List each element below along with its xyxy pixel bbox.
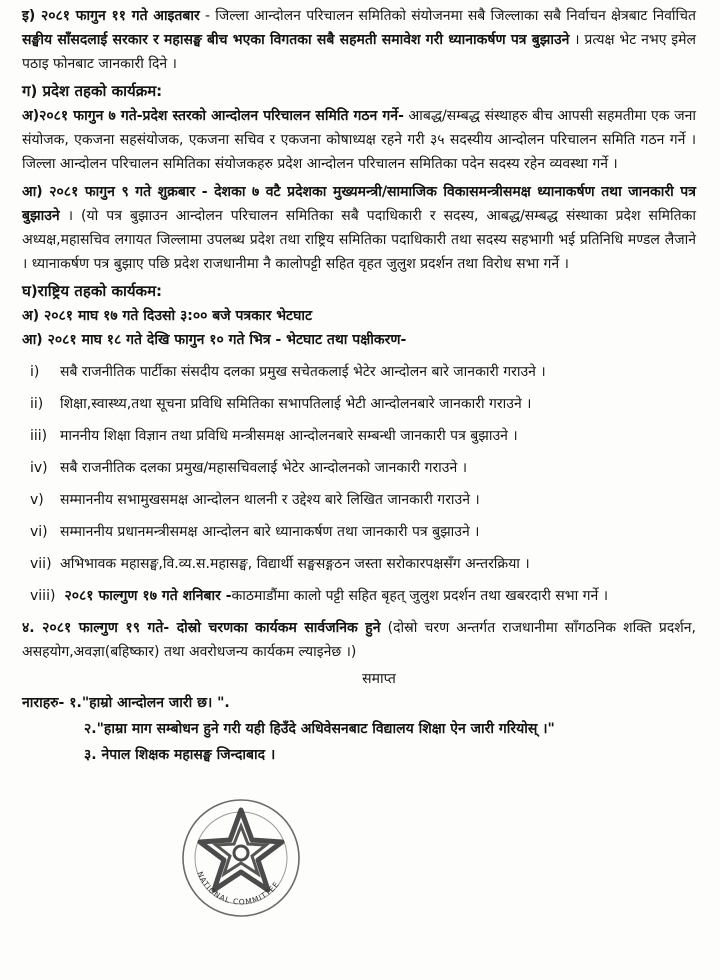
list-item-number: vii) [30, 556, 52, 572]
list-item-text: सबै राजनीतिक पार्टीका संसदीय दलका प्रमुख सचेतकलाई भेटेर आन्दोलन बारे जानकारी गराउने । [60, 364, 546, 380]
slogan-1: नाराहरु- १."हाम्रो आन्दोलन जारी छ। ". [22, 695, 230, 711]
list-item [22, 424, 696, 448]
heading-province-program: ग) प्रदेश तहको कार्यक्रम: [22, 82, 163, 100]
list-item [22, 360, 696, 384]
list-item [22, 520, 696, 544]
slogan-2: २."हाम्रा माग सम्बोधन हुने गरी यही हिउँदे अधिवेसनबाट विद्यालय शिक्षा ऐन जारी गरियोस् ।" [84, 721, 555, 737]
list-item-number: ii) [30, 396, 44, 412]
list-item-text: अभिभावक महासङ्घ,वि.व्य.स.महासङ्घ, विद्यार्थी सङ्घसङ्गठन जस्ता सरोकारपक्षसँग अन्तरक्रिया । [60, 556, 530, 572]
national-sub-a: अ) २०८१ माघ १७ गते दिउसो ३:०० बजे पत्रकार भेटघाट [22, 308, 313, 324]
list-item [22, 552, 696, 576]
list-item-text: सम्माननीय प्रधानमन्त्रीसमक्ष आन्दोलन बारे ध्यानाकर्षण तथा जानकारी पत्र बुझाउने । [60, 524, 480, 540]
list-item-number: v) [30, 492, 44, 508]
paragraph-aa-lead: आ) २०८१ फागुन ९ गते शुक्रबार - देशका ७ वटै प्रदेशका मुख्यमन्त्री/सामाजिक विकासमन्त्रीसमक्ष ध्यानाकर्षण तथा जानकारी पत्र बुझाउने [22, 184, 696, 224]
paragraph-second-phase-text: (दोस्रो चरण अन्तर्गत राजधानीमा साँगठनिक शक्ति प्रदर्शन, असहयोग,अवज्ञा(बहिष्कार) तथा अवरोधजन्य कार्यकम ल्याइनेछ ।) [22, 620, 696, 660]
paragraph-aa-province [22, 180, 696, 276]
list-item-number: iv) [30, 460, 48, 476]
list-item [22, 488, 696, 512]
paragraph-e [22, 4, 696, 76]
list-item-text: सम्माननीय सभामुखसमक्ष आन्दोलन थालनी र उद्देश्य बारे लिखित जानकारी गराउने । [60, 492, 480, 508]
list-item-text: सबै राजनीतिक दलका प्रमुख/महासचिवलाई भेटेर आन्दोलनको जानकारी गराउने । [60, 460, 468, 476]
paragraph-a-province [22, 104, 696, 176]
list-item-number: i) [30, 364, 40, 380]
slogan-3: ३. नेपाल शिक्षक महासङ्घ जिन्दाबाद । [84, 747, 276, 763]
list-item-kathmandu-rally [22, 584, 696, 608]
paragraph-e-dash: - [199, 8, 216, 24]
list-item-bold: २०८१ फाल्गुण १७ गते शनिबार - [64, 588, 232, 604]
paragraph-aa-text: । (यो पत्र बुझाउन आन्दोलन परिचालन समितिका सबै पदाधिकारी र सदस्य, आबद्ध/सम्बद्ध संस्थाका प्रदेश समितिका अध्यक्ष,महासचिव लगायत जिल्लामा उपलब्ध प्रदेश तथा राष्ट्रिय समितिका पदाधिकारी तथा सदस्य सहभागी भई प्रतिनिधि मण्डल लैजाने । ध्यानाकर्षण पत्र बुझाए पछि प्रदेश राजधानीमा नै कालोपट्टी सहित वृहत जुलुश प्रदर्शन तथा विरोध सभा गर्ने । [22, 208, 696, 272]
list-item-text: शिक्षा,स्वास्थ्य,तथा सूचना प्रविधि समितिका सभापतिलाई भेटी आन्दोलनबारे जानकारी गराउने । [60, 396, 532, 412]
list-item-text: काठमाडौंमा कालो पट्टी सहित बृहत् जुलुश प्रदर्शन तथा खबरदारी सभा गर्ने । [231, 588, 609, 604]
stamp-arc-text: NATIONAL COMMITTEE [195, 870, 282, 907]
paragraph-e-bold: सङ्घीय साँसदलाई सरकार र महासङ्घ बीच भएका विगतका सबै सहमती समावेश गरी ध्यानाकर्षण पत्र बुझाउने [22, 32, 570, 48]
heading-national-program: घ)राष्ट्रिय तहको कार्यकम: [22, 282, 163, 300]
list-item [22, 456, 696, 480]
list-item-number: viii) [30, 588, 56, 604]
list-item-number: iii) [30, 428, 48, 444]
list-item-text: माननीय शिक्षा विज्ञान तथा प्रविधि मन्त्रीसमक्ष आन्दोलनबारे सम्बन्धी जानकारी पत्र बुझाउने । [60, 428, 518, 444]
paragraph-second-phase-lead: ४. २०८१ फाल्गुण १९ गते- दोस्रो चरणका कार्यकम सार्वजनिक हुने [22, 620, 381, 636]
paragraph-e-text: जिल्ला आन्दोलन परिचालन समितिको संयोजनमा सबै जिल्लाका सबै निर्वाचन क्षेत्रबाट निर्वाचित [215, 8, 697, 24]
paragraph-e-lead: इ) २०८१ फागुन ११ गते आइतबार [22, 8, 200, 24]
list-item [22, 392, 696, 416]
end-label: समाप्त [362, 671, 396, 687]
paragraph-a-lead: अ)२०८१ फागुन ७ गते-प्रदेश स्तरको आन्दोलन परिचालन समिति गठन गर्ने- [22, 108, 404, 124]
paragraph-a-text: आबद्ध/सम्बद्ध संस्थाहरु बीच आपसी सहमतीमा एक जना संयोजक, एकजना सहसंयोजक, एकजना सचिव र एकजना कोषाध्यक्ष रहने गरी ३५ सदस्यीय आन्दोलन परिचालन समिति गठन गर्ने । जिल्ला आन्दोलन परिचालन समितिका संयोजकहरु प्रदेश आन्दोलन परिचालन समितिका पदेन सदस्य रहेन व्यवस्था गर्ने । [22, 108, 696, 172]
national-activity-list [22, 360, 696, 608]
star-seal-icon [176, 796, 306, 926]
list-item-number: vi) [30, 524, 48, 540]
paragraph-second-phase [22, 616, 696, 664]
paragraph-e-tail: । प्रत्यक्ष भेट नभए इमेल पठाइ फोनबाट जानकारी दिने । [22, 32, 697, 72]
national-sub-aa: आ) २०८१ माघ १८ गते देखि फागुन १० गते भित्र - भेटघाट तथा पक्षीकरण- [22, 332, 407, 348]
